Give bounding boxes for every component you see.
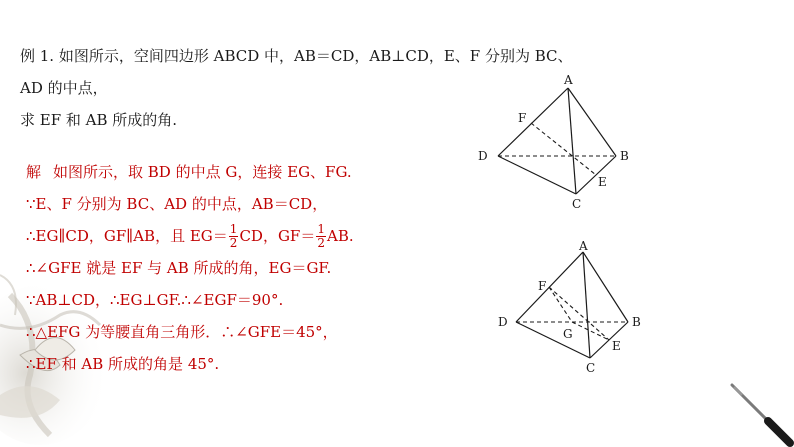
edge-dc bbox=[498, 156, 576, 194]
solution-line-3-suffix: AB. bbox=[326, 227, 354, 245]
fraction-numerator: 1 bbox=[317, 221, 325, 236]
segment-fg-hidden bbox=[549, 287, 572, 322]
solution bbox=[26, 156, 466, 380]
label-g: G bbox=[563, 327, 573, 341]
segment-fe-hidden bbox=[549, 287, 609, 340]
fraction-numerator: 1 bbox=[229, 221, 238, 236]
label-d: D bbox=[478, 149, 488, 163]
edge-ac bbox=[568, 88, 576, 194]
edge-ab bbox=[568, 88, 616, 156]
solution-line-6: ∴△EFG 为等腰直角三角形．∴∠GFE＝45°， bbox=[26, 323, 338, 341]
edge-ac bbox=[583, 252, 590, 358]
problem-line-2: 求 EF 和 AB 所成的角. bbox=[20, 111, 178, 129]
segment-ge-hidden bbox=[572, 322, 609, 340]
solution-line-5: ∵AB⊥CD，∴EG⊥GF.∴∠EGF＝90°. bbox=[26, 291, 284, 309]
edge-dc bbox=[516, 322, 590, 358]
label-f: F bbox=[538, 279, 547, 293]
label-b: B bbox=[620, 149, 629, 163]
edge-ab bbox=[583, 252, 628, 322]
solution-line-7: ∴EF 和 AB 所成的角是 45°. bbox=[26, 355, 220, 373]
edge-cb bbox=[576, 156, 616, 194]
solution-line-3-prefix: ∴EG∥CD，GF∥AB，且 EG＝ bbox=[26, 227, 228, 245]
label-c: C bbox=[572, 197, 582, 210]
fraction-denominator: 2 bbox=[317, 235, 325, 250]
solution-tag: 解 bbox=[26, 163, 42, 181]
fraction-denominator: 2 bbox=[229, 235, 238, 250]
brush-decoration-icon bbox=[724, 377, 794, 447]
solution-line-2: ∵E、F 分别为 BC、AD 的中点，AB＝CD， bbox=[26, 195, 328, 213]
solution-line-4: ∴∠GFE 就是 EF 与 AB 所成的角，EG＝GF. bbox=[26, 259, 332, 277]
tetrahedron-figure-1 bbox=[468, 70, 638, 210]
fraction-half-2 bbox=[316, 223, 326, 250]
label-a: A bbox=[564, 73, 573, 87]
solution-line-1-text: 如图所示，取 BD 的中点 G，连接 EG、FG. bbox=[53, 163, 352, 181]
solution-line-3-mid: CD，GF＝ bbox=[239, 227, 316, 245]
edge-ad bbox=[498, 88, 568, 156]
label-c: C bbox=[586, 361, 596, 375]
label-e: E bbox=[612, 339, 621, 353]
solution-line-3 bbox=[26, 220, 466, 252]
problem-line-1: 例 1. 如图所示，空间四边形 ABCD 中，AB＝CD，AB⊥CD，E、F 分别为 BC、AD 的中点， bbox=[20, 47, 573, 97]
label-e: E bbox=[598, 175, 607, 189]
label-f: F bbox=[518, 111, 527, 125]
fraction-half-1 bbox=[229, 223, 239, 250]
label-a: A bbox=[579, 239, 588, 253]
tetrahedron-figure-2 bbox=[488, 238, 648, 378]
segment-fe-hidden bbox=[531, 123, 596, 175]
solution-line-1 bbox=[26, 156, 466, 188]
label-d: D bbox=[498, 315, 508, 329]
label-b: B bbox=[632, 315, 641, 329]
